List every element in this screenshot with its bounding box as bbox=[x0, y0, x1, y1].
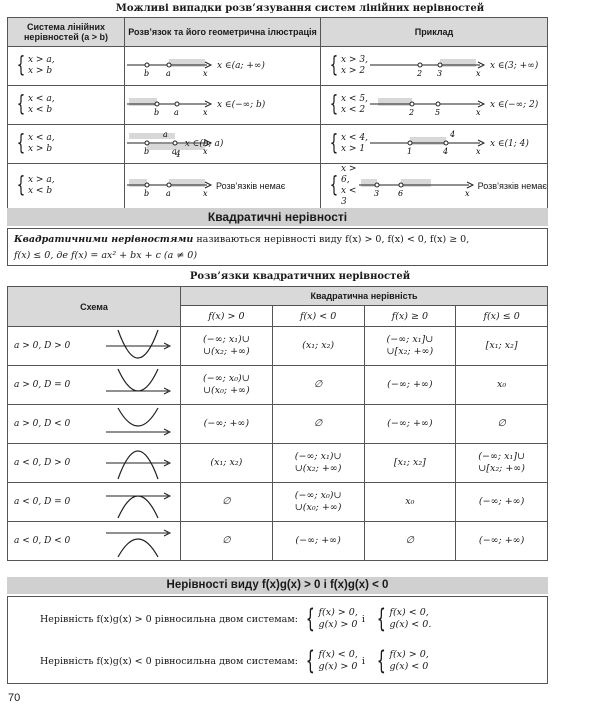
system-line: x < a, bbox=[28, 133, 55, 143]
point bbox=[145, 141, 149, 145]
solution-answer: x ∈(−∞; b) bbox=[217, 100, 266, 110]
system-line: x < 3 bbox=[341, 186, 357, 207]
header-system: Система лінійних нерівностей (a > b) bbox=[8, 18, 125, 47]
axis-x-label: x bbox=[475, 147, 481, 156]
table-row bbox=[8, 86, 548, 125]
row2-conj: і bbox=[361, 655, 365, 667]
header-ineq: Квадратична нерівність bbox=[181, 287, 548, 306]
solution-set: (−∞; x₀)∪ ∪(x₀; +∞) bbox=[181, 366, 273, 405]
solution-set: ∅ bbox=[181, 522, 273, 561]
point bbox=[438, 63, 442, 67]
definition-rest: називаються нерівності виду f(x) > 0, f(x) < 0, f(x) ≥ 0, bbox=[193, 234, 470, 245]
shade-region bbox=[378, 98, 412, 106]
system-line: x > b bbox=[28, 144, 53, 154]
table-row bbox=[8, 327, 548, 366]
axis-x-label: x bbox=[203, 189, 208, 198]
system-line: x < b bbox=[28, 105, 53, 115]
system-line: x > 1 bbox=[341, 144, 366, 154]
section2-caption: Розв’язки квадратичних нерівностей bbox=[189, 271, 411, 282]
header-scheme: Схема bbox=[8, 287, 181, 327]
shade-region bbox=[129, 179, 147, 187]
solution-set: ∅ bbox=[181, 483, 273, 522]
point bbox=[175, 102, 179, 106]
definition-line2: f(x) ≤ 0, де f(x) = ax² + bx + c (a ≠ 0) bbox=[14, 250, 198, 261]
linear-systems-table bbox=[7, 17, 548, 209]
section1-caption: Можливі випадки розв’язування систем лінійних нерівностей bbox=[115, 3, 485, 14]
header-example: Приклад bbox=[321, 18, 548, 47]
table-row bbox=[8, 47, 548, 86]
point-label: 2 bbox=[416, 69, 423, 78]
table-row bbox=[8, 405, 548, 444]
example-answer: x ∈(1; 4) bbox=[489, 139, 529, 149]
number-line bbox=[125, 53, 213, 79]
axis-x-label: x bbox=[475, 69, 481, 78]
col-lt: f(x) < 0 bbox=[272, 306, 364, 327]
solution-set: (x₁; x₂) bbox=[272, 327, 364, 366]
parabola-sketch bbox=[104, 523, 174, 559]
point-label-top: a bbox=[163, 130, 168, 139]
solution-set: (−∞; x₀)∪ ∪(x₀; +∞) bbox=[272, 483, 364, 522]
axis-x-label: x bbox=[475, 108, 481, 117]
row2-sysA-2: g(x) > 0 bbox=[318, 661, 358, 672]
shade-region bbox=[440, 59, 476, 67]
point bbox=[155, 102, 159, 106]
definition-term: Квадратичними нерівностями bbox=[14, 234, 194, 245]
product-row-1: Нерівність f(x)g(x) > 0 рівносильна двом системам: { f(x) > 0, g(x) > 0 і { f(x) < 0, g(x) < 0. bbox=[40, 604, 432, 634]
condition-label: a > 0, D < 0 bbox=[14, 419, 71, 429]
col-le: f(x) ≤ 0 bbox=[456, 306, 548, 327]
point bbox=[444, 141, 448, 145]
page-number: 70 bbox=[8, 692, 21, 704]
number-line bbox=[125, 92, 213, 118]
solution-set: (−∞; x₁)∪ ∪(x₂; +∞) bbox=[181, 327, 273, 366]
number-line bbox=[125, 173, 213, 199]
parabola-sketch bbox=[104, 445, 174, 481]
parabola-sketch bbox=[104, 367, 174, 403]
system-line: x < 4, bbox=[341, 133, 368, 143]
system-cell: { x > a, x > b bbox=[16, 53, 55, 78]
parabola-sketch bbox=[104, 406, 174, 442]
solution-set: (−∞; +∞) bbox=[181, 405, 273, 444]
parabola-sketch bbox=[104, 484, 174, 520]
solution-set: [x₁; x₂] bbox=[364, 444, 456, 483]
axis-x-label: x bbox=[464, 189, 470, 198]
row2-sysB-1: f(x) > 0, bbox=[389, 649, 429, 660]
system-line: x < a, bbox=[28, 94, 55, 104]
shade-region bbox=[129, 133, 175, 139]
parabola-curve bbox=[118, 451, 158, 479]
point-label: 5 bbox=[434, 108, 441, 117]
system-line: x < b bbox=[28, 186, 53, 196]
system-line: x > 3, bbox=[341, 55, 368, 65]
table-row bbox=[8, 444, 548, 483]
solution-set: (−∞; x₁)∪ ∪(x₂; +∞) bbox=[272, 444, 364, 483]
number-line bbox=[357, 173, 475, 199]
number-line bbox=[368, 53, 486, 79]
solution-set: (−∞; +∞) bbox=[456, 522, 548, 561]
example-system: { x < 5, x < 2 bbox=[329, 92, 368, 117]
solution-set: x₀ bbox=[364, 483, 456, 522]
shade-region bbox=[401, 179, 431, 187]
parabola-curve bbox=[118, 408, 158, 426]
section2-title: Квадратичні нерівності bbox=[7, 208, 548, 226]
point-label: b bbox=[154, 108, 160, 117]
product-inequalities-box bbox=[7, 596, 548, 684]
point-label: a bbox=[174, 108, 179, 117]
shade-region bbox=[361, 179, 377, 187]
row1-conj: і bbox=[361, 613, 365, 625]
solution-set: (−∞; +∞) bbox=[364, 405, 456, 444]
solution-set: ∅ bbox=[456, 405, 548, 444]
point bbox=[399, 183, 403, 187]
parabola-curve bbox=[118, 369, 158, 391]
example-system: { x > 6, x < 3 bbox=[329, 164, 357, 207]
axis-x-label: x bbox=[203, 108, 208, 117]
point-label: 3 bbox=[373, 189, 379, 198]
parabola-sketch bbox=[104, 328, 174, 364]
table-row bbox=[8, 366, 548, 405]
interval-mark: 4 bbox=[175, 150, 181, 160]
condition-label: a < 0, D < 0 bbox=[14, 536, 71, 546]
system-cell: { x < a, x < b bbox=[16, 92, 55, 117]
quadratic-table bbox=[7, 286, 548, 561]
system-line: x < 5, bbox=[341, 94, 368, 104]
point bbox=[410, 102, 414, 106]
point bbox=[408, 141, 412, 145]
parabola-curve bbox=[118, 496, 158, 518]
point-label: 1 bbox=[406, 147, 413, 156]
row2-sysB-2: g(x) < 0 bbox=[389, 661, 429, 672]
example-answer: x ∈(3; +∞) bbox=[489, 61, 539, 71]
row1-sysA-1: f(x) > 0, bbox=[318, 607, 358, 618]
point-label: a bbox=[166, 189, 171, 198]
solution-set: ∅ bbox=[364, 522, 456, 561]
point bbox=[173, 141, 177, 145]
point bbox=[145, 183, 149, 187]
system-line: x > a, bbox=[28, 175, 55, 185]
solution-set: [x₁; x₂] bbox=[456, 327, 548, 366]
parabola-curve bbox=[118, 330, 158, 358]
example-answer: x ∈(−∞; 2) bbox=[489, 100, 539, 110]
condition-label: a < 0, D = 0 bbox=[14, 497, 71, 507]
point-label-top: 4 bbox=[449, 130, 456, 139]
col-gt: f(x) > 0 bbox=[181, 306, 273, 327]
condition-label: a > 0, D = 0 bbox=[14, 380, 71, 390]
system-line: x < 2 bbox=[341, 105, 366, 115]
condition-label: a < 0, D > 0 bbox=[14, 458, 71, 468]
table-row bbox=[8, 125, 548, 164]
solution-set: (−∞; +∞) bbox=[364, 366, 456, 405]
point-label: 3 bbox=[436, 69, 443, 78]
solution-set: (−∞; x₁]∪ ∪[x₂; +∞) bbox=[456, 444, 548, 483]
system-cell: { x > a, x < b bbox=[16, 173, 55, 198]
solution-answer: x ∈(b; a) bbox=[184, 139, 224, 149]
table-row bbox=[8, 483, 548, 522]
shade-region bbox=[129, 98, 157, 106]
shade-region bbox=[410, 137, 446, 145]
solution-set: (−∞; +∞) bbox=[456, 483, 548, 522]
axis-x-label: x bbox=[203, 69, 208, 78]
col-ge: f(x) ≥ 0 bbox=[364, 306, 456, 327]
system-line: x > b bbox=[28, 66, 53, 76]
row2-sysA-1: f(x) < 0, bbox=[318, 649, 358, 660]
example-answer: Розв’язків немає bbox=[477, 181, 547, 191]
parabola-curve bbox=[118, 539, 158, 557]
condition-label: a > 0, D > 0 bbox=[14, 341, 71, 351]
solution-set: (x₁; x₂) bbox=[181, 444, 273, 483]
header-solution: Розв’язок та його геометрична ілюстрація bbox=[125, 18, 321, 47]
point bbox=[418, 63, 422, 67]
example-system: { x < 4, x > 1 bbox=[329, 131, 368, 156]
solution-answer: Розв’язків немає bbox=[216, 181, 286, 191]
point-label: 4 bbox=[442, 147, 449, 156]
number-line bbox=[368, 92, 486, 118]
point bbox=[145, 63, 149, 67]
point bbox=[436, 102, 440, 106]
number-line bbox=[368, 131, 486, 157]
system-cell: { x < a, x > b bbox=[16, 131, 55, 156]
solution-set: ∅ bbox=[272, 405, 364, 444]
solution-set: (−∞; +∞) bbox=[272, 522, 364, 561]
point bbox=[375, 183, 379, 187]
point-label: b bbox=[144, 189, 150, 198]
row1-text: Нерівність f(x)g(x) > 0 рівносильна двом системам: bbox=[40, 613, 298, 625]
table-row bbox=[8, 522, 548, 561]
shade-region bbox=[169, 59, 205, 67]
system-line: x > 2 bbox=[341, 66, 366, 76]
solution-set: ∅ bbox=[272, 366, 364, 405]
point-label: a bbox=[172, 147, 177, 156]
solution-set: (−∞; x₁]∪ ∪[x₂; +∞) bbox=[364, 327, 456, 366]
point-label: 6 bbox=[397, 189, 403, 198]
system-line: x > 6, bbox=[341, 164, 357, 185]
table-row bbox=[8, 164, 548, 209]
row1-sysA-2: g(x) > 0 bbox=[318, 619, 358, 630]
point-label: b bbox=[144, 147, 150, 156]
section3-title: Нерівності виду f(x)g(x) > 0 і f(x)g(x) < 0 bbox=[7, 577, 548, 594]
definition-box bbox=[7, 228, 548, 266]
row1-sysB-1: f(x) < 0, bbox=[389, 607, 429, 618]
point-label: b bbox=[144, 69, 150, 78]
system-line: x > a, bbox=[28, 55, 55, 65]
axis-x-label: x bbox=[203, 147, 208, 156]
point bbox=[167, 63, 171, 67]
point-label: a bbox=[166, 69, 171, 78]
row2-text: Нерівність f(x)g(x) < 0 рівносильна двом системам: bbox=[40, 655, 298, 667]
solution-set: x₀ bbox=[456, 366, 548, 405]
point-label: 2 bbox=[408, 108, 415, 117]
solution-answer: x ∈(a; +∞) bbox=[217, 61, 265, 71]
shade-region bbox=[169, 179, 205, 187]
row1-sysB-2: g(x) < 0. bbox=[389, 619, 432, 630]
product-row-2: Нерівність f(x)g(x) < 0 рівносильна двом системам: { f(x) < 0, g(x) > 0 і { f(x) > 0, g(x) < 0 bbox=[40, 646, 429, 676]
example-system: { x > 3, x > 2 bbox=[329, 53, 368, 78]
point bbox=[167, 183, 171, 187]
